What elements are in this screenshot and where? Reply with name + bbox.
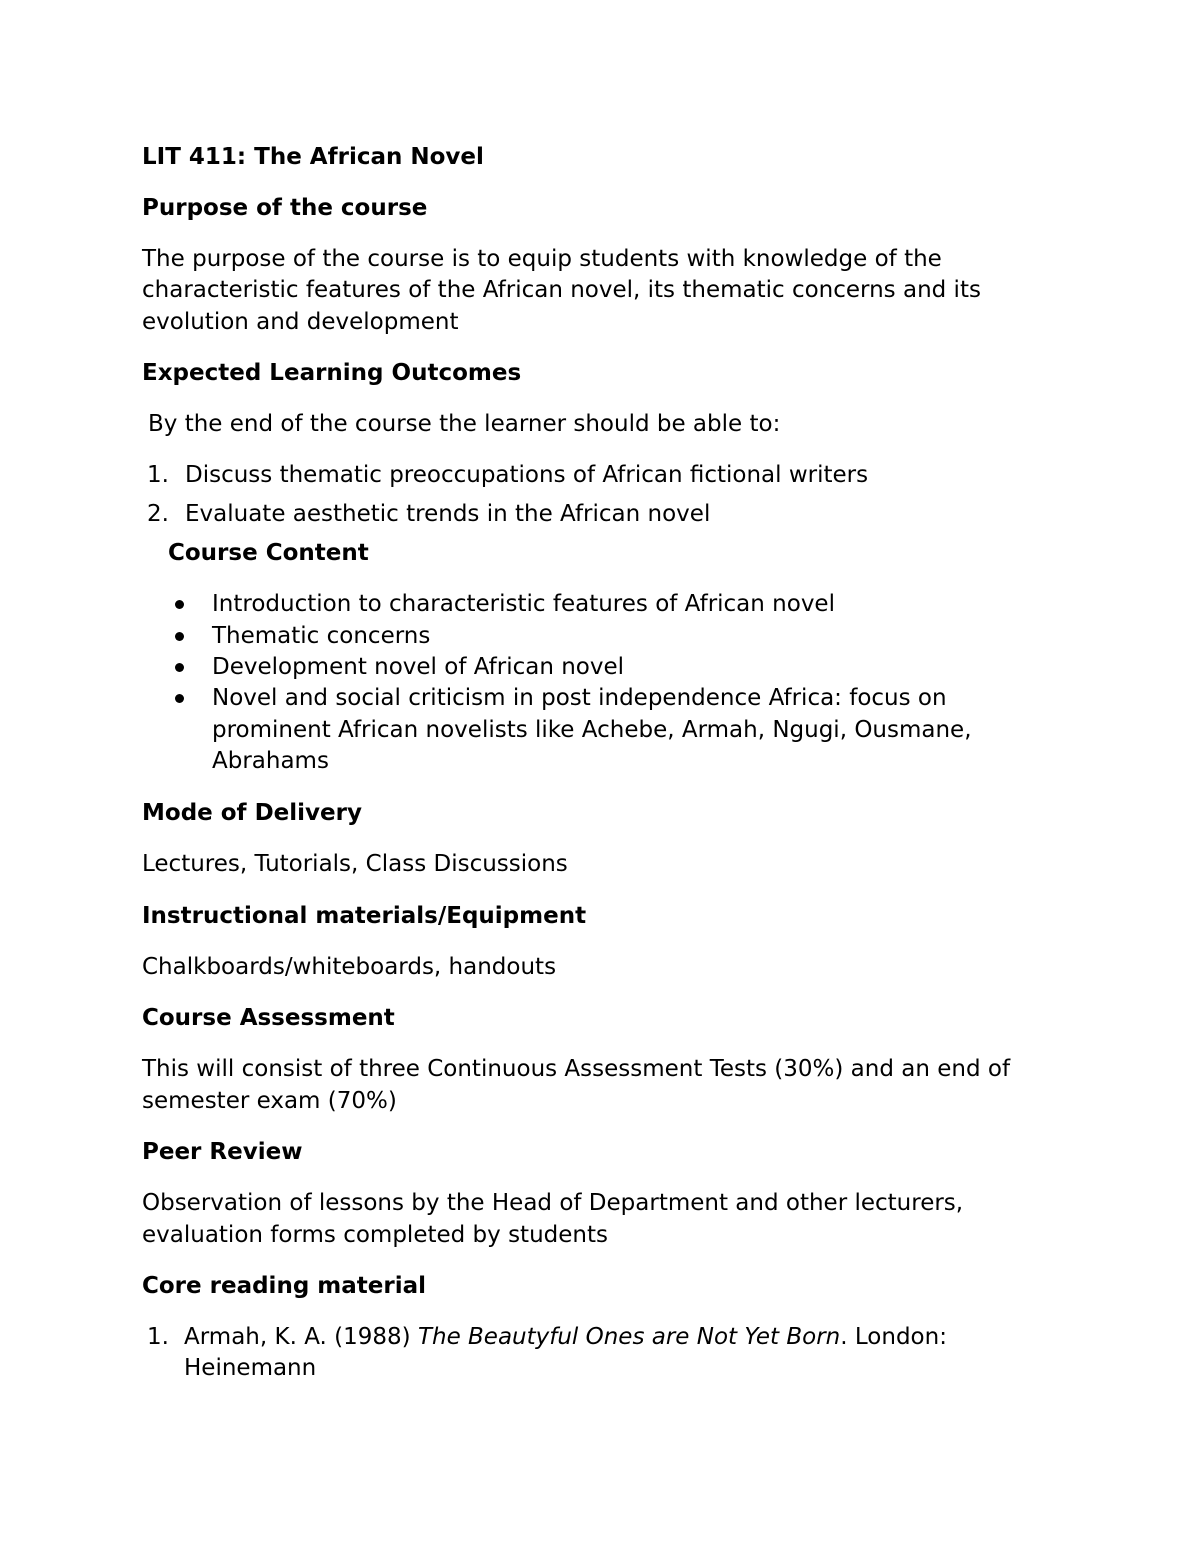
purpose-text-line-1: The purpose of the course is to equip students with knowledge of the — [142, 246, 942, 272]
purpose-text-line-3: evolution and development — [142, 309, 459, 335]
bullet-icon — [175, 632, 184, 641]
delivery-heading: Mode of Delivery — [142, 800, 362, 826]
assessment-text-line-2: semester exam (70%) — [142, 1088, 397, 1114]
peer-review-text-line-2: evaluation forms completed by students — [142, 1222, 608, 1248]
content-item-line-1: Novel and social criticism in post independence Africa: focus on — [212, 685, 947, 711]
purpose-text-line-2: characteristic features of the African novel, its thematic concerns and its — [142, 277, 981, 303]
content-item: Introduction to characteristic features of African novel — [212, 591, 835, 617]
outcomes-intro: By the end of the course the learner should be able to: — [148, 411, 781, 437]
outcomes-heading: Expected Learning Outcomes — [142, 360, 522, 386]
materials-heading: Instructional materials/Equipment — [142, 903, 587, 929]
assessment-text-line-1: This will consist of three Continuous Assessment Tests (30%) and an end of — [142, 1056, 1011, 1082]
peer-review-heading: Peer Review — [142, 1139, 303, 1165]
content-item-line-3: Abrahams — [212, 748, 329, 774]
bullet-icon — [175, 694, 184, 703]
course-content-heading: Course Content — [168, 540, 369, 566]
bullet-icon — [175, 663, 184, 672]
bullet-icon — [175, 600, 184, 609]
reading-publisher: . London: — [840, 1324, 947, 1350]
outcome-item: Evaluate aesthetic trends in the African novel — [185, 501, 711, 527]
assessment-heading: Course Assessment — [142, 1005, 395, 1031]
reading-item — [184, 1326, 947, 1349]
reading-book-title: The Beautyful Ones are Not Yet Born — [417, 1324, 841, 1350]
peer-review-text-line-1: Observation of lessons by the Head of Department and other lecturers, — [142, 1190, 964, 1216]
content-item-line-2: prominent African novelists like Achebe, Armah, Ngugi, Ousmane, — [212, 717, 972, 743]
outcome-item: Discuss thematic preoccupations of African fictional writers — [185, 462, 869, 488]
outcome-number: 1. — [147, 462, 169, 488]
reading-number: 1. — [147, 1324, 169, 1350]
reading-author: Armah, K. A. (1988) — [184, 1324, 418, 1350]
reading-item-line-2: Heinemann — [184, 1355, 317, 1381]
content-item: Thematic concerns — [212, 623, 431, 649]
document-title: LIT 411: The African Novel — [142, 144, 484, 170]
delivery-text: Lectures, Tutorials, Class Discussions — [142, 851, 568, 877]
materials-text: Chalkboards/whiteboards, handouts — [142, 954, 557, 980]
purpose-heading: Purpose of the course — [142, 195, 428, 221]
outcome-number: 2. — [147, 501, 169, 527]
reading-heading: Core reading material — [142, 1273, 426, 1299]
content-item: Development novel of African novel — [212, 654, 625, 680]
